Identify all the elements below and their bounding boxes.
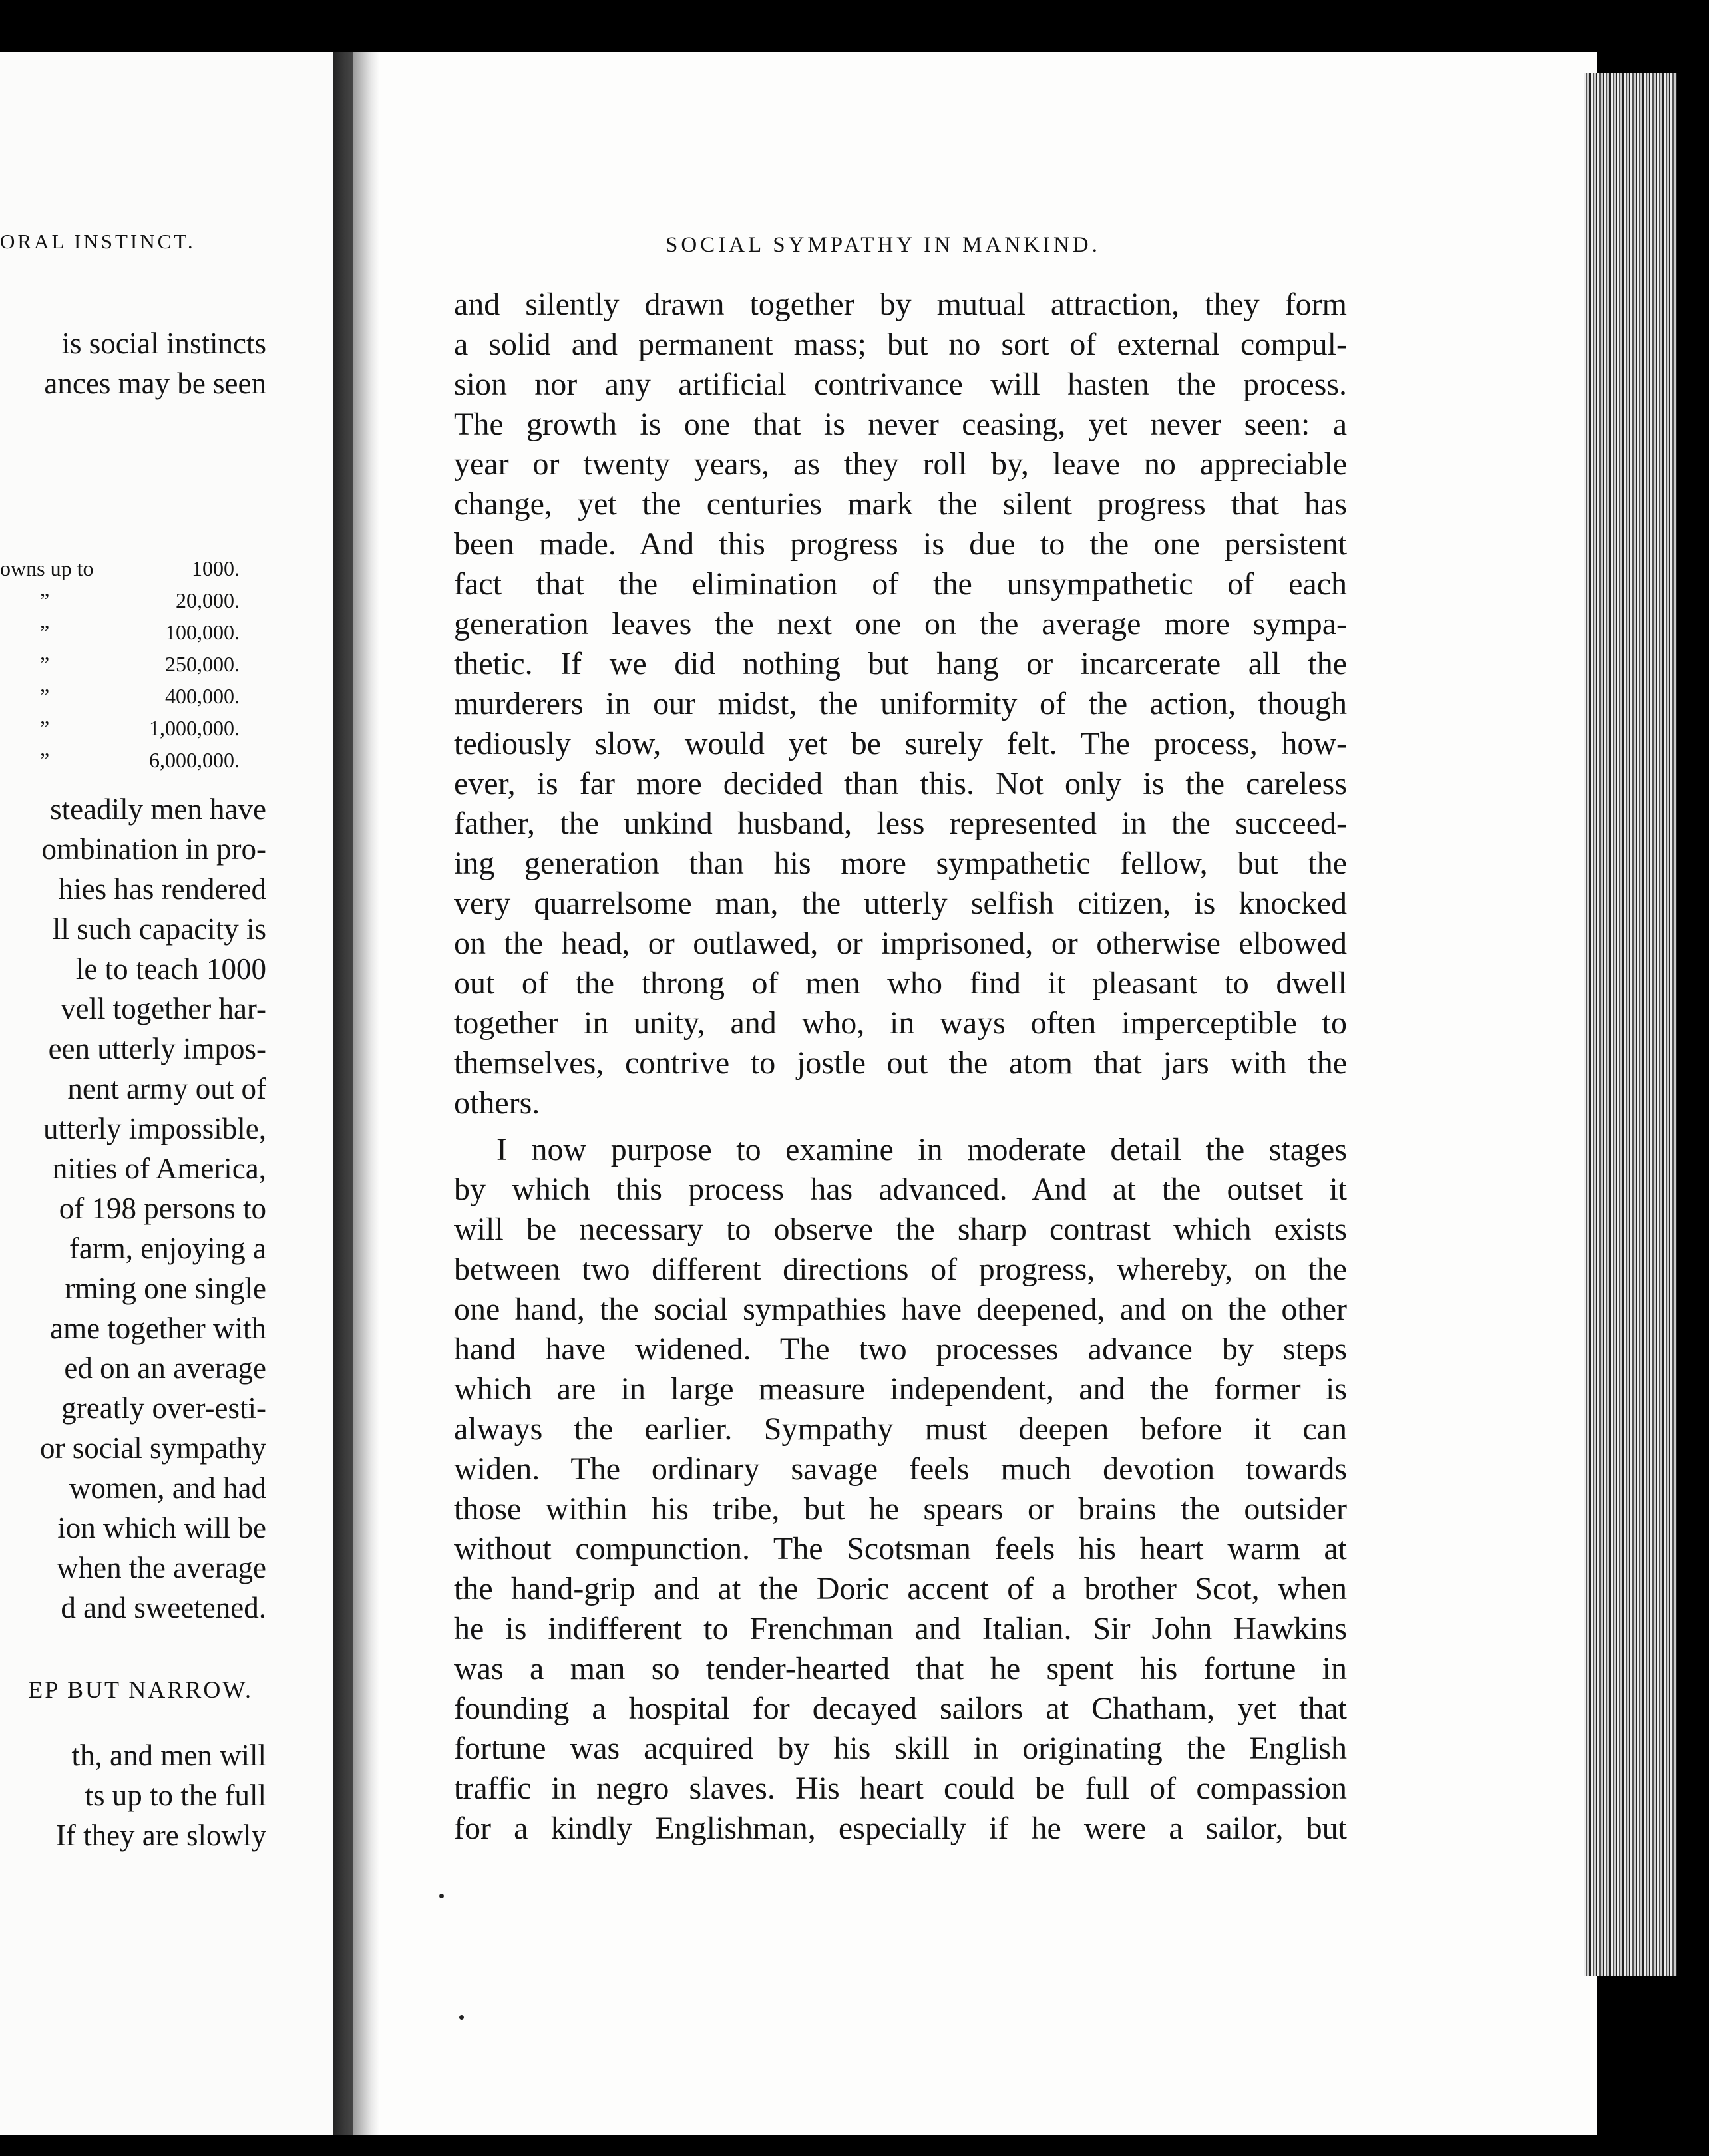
page-header bbox=[665, 228, 1644, 268]
left-text-line: or social sympathy bbox=[40, 1431, 266, 1465]
text-line: fact that the elimination of the unsympathetic of each bbox=[454, 566, 1347, 602]
text-line: widen. The ordinary savage feels much devotion towards bbox=[454, 1451, 1347, 1487]
left-text-line: ll such capacity is bbox=[52, 912, 266, 946]
table-label: ” bbox=[40, 652, 50, 676]
text-line: hand have widened. The two processes advance by steps bbox=[454, 1332, 1347, 1367]
left-text-line: farm, enjoying a bbox=[69, 1232, 266, 1265]
left-text-line: ame together with bbox=[50, 1312, 266, 1345]
text-line: was a man so tender-hearted that he spent his fortune in bbox=[454, 1651, 1347, 1686]
left-text-line: hies has rendered bbox=[58, 872, 266, 906]
left-text-line: ombination in pro- bbox=[41, 832, 266, 866]
left-page bbox=[0, 52, 333, 2135]
left-text-line: of 198 persons to bbox=[59, 1192, 266, 1225]
left-text-line: ion which will be bbox=[57, 1511, 266, 1544]
text-line: which are in large measure independent, and the former is bbox=[454, 1371, 1347, 1407]
text-line: will be necessary to observe the sharp contrast which exists bbox=[454, 1212, 1347, 1247]
left-text-line: steadily men have bbox=[50, 793, 266, 826]
left-text-line: women, and had bbox=[69, 1471, 266, 1505]
text-line: together in unity, and who, in ways often imperceptible to bbox=[454, 1005, 1347, 1041]
left-text-line: nent army out of bbox=[67, 1072, 266, 1105]
right-page bbox=[353, 52, 1597, 2135]
text-line: he is indifferent to Frenchman and Italian. Sir John Hawkins bbox=[454, 1611, 1347, 1646]
text-line: themselves, contrive to jostle out the atom that jars with the bbox=[454, 1045, 1347, 1081]
speck-mark bbox=[459, 2015, 464, 2020]
table-value: 1,000,000. bbox=[149, 716, 240, 740]
table-value: 20,000. bbox=[176, 588, 240, 612]
left-text-line: If they are slowly bbox=[55, 1819, 266, 1852]
table-row bbox=[0, 684, 246, 716]
table-value: 1000. bbox=[192, 556, 240, 580]
left-running-head: ORAL INSTINCT. bbox=[0, 230, 196, 253]
text-line: tediously slow, would yet be surely felt. The process, how- bbox=[454, 726, 1347, 761]
text-line: others. bbox=[454, 1085, 540, 1121]
table-label: ” bbox=[40, 748, 50, 772]
text-line: the hand-grip and at the Doric accent of a brother Scot, when bbox=[454, 1571, 1347, 1606]
table-label: ” bbox=[40, 620, 50, 644]
left-text-line: ed on an average bbox=[64, 1351, 266, 1385]
table-row bbox=[0, 620, 246, 652]
text-line: for a kindly Englishman, especially if he were a sailor, but bbox=[454, 1811, 1347, 1846]
table-row bbox=[0, 556, 246, 588]
left-text-line: th, and men will bbox=[71, 1739, 266, 1772]
left-text-line: een utterly impos- bbox=[48, 1032, 266, 1065]
running-head: SOCIAL SYMPATHY IN MANKIND. bbox=[665, 233, 1101, 257]
text-line: between two different directions of progress, whereby, on the bbox=[454, 1252, 1347, 1287]
text-line: murderers in our midst, the uniformity of the action, though bbox=[454, 686, 1347, 721]
text-line: those within his tribe, but he spears or brains the outsider bbox=[454, 1491, 1347, 1527]
text-line: very quarrelsome man, the utterly selfish citizen, is knocked bbox=[454, 886, 1347, 921]
text-line: one hand, the social sympathies have deepened, and on the other bbox=[454, 1292, 1347, 1327]
left-text-line: ances may be seen bbox=[44, 367, 266, 400]
text-line: founding a hospital for decayed sailors at Chatham, yet that bbox=[454, 1691, 1347, 1726]
text-line: traffic in negro slaves. His heart could be full of compassion bbox=[454, 1771, 1347, 1806]
text-line: been made. And this progress is due to the one persistent bbox=[454, 526, 1347, 562]
table-label: ” bbox=[40, 716, 50, 740]
text-line: without compunction. The Scotsman feels his heart warm at bbox=[454, 1531, 1347, 1566]
left-text-line: rming one single bbox=[65, 1272, 266, 1305]
left-text-line: is social instincts bbox=[61, 327, 266, 360]
table-label: ” bbox=[40, 588, 50, 612]
text-line: fortune was acquired by his skill in originating the English bbox=[454, 1731, 1347, 1766]
table-row bbox=[0, 588, 246, 620]
text-line: out of the throng of men who find it pleasant to dwell bbox=[454, 966, 1347, 1001]
left-text-line: greatly over-esti- bbox=[61, 1391, 266, 1425]
text-line: on the head, or outlawed, or imprisoned, or otherwise elbowed bbox=[454, 926, 1347, 961]
left-text-line: utterly impossible, bbox=[43, 1112, 266, 1145]
left-text-line: le to teach 1000 bbox=[75, 952, 266, 986]
left-text-line: d and sweetened. bbox=[61, 1591, 266, 1624]
text-line: I now purpose to examine in moderate detail the stages bbox=[496, 1132, 1347, 1167]
text-line: sion nor any artificial contrivance will hasten the process. bbox=[454, 367, 1347, 402]
text-line: change, yet the centuries mark the silent progress that has bbox=[454, 486, 1347, 522]
text-line: year or twenty years, as they roll by, leave no appreciable bbox=[454, 447, 1347, 482]
text-line: a solid and permanent mass; but no sort of external compul- bbox=[454, 327, 1347, 362]
page-curl-shadow bbox=[353, 52, 379, 2135]
table-value: 250,000. bbox=[165, 652, 240, 676]
text-line: generation leaves the next one on the average more sympa- bbox=[454, 606, 1347, 641]
text-line: and silently drawn together by mutual attraction, they form bbox=[454, 287, 1347, 322]
left-text-line: ts up to the full bbox=[85, 1779, 266, 1812]
text-line: thetic. If we did nothing but hang or incarcerate all the bbox=[454, 646, 1347, 681]
text-line: The growth is one that is never ceasing, yet never seen: a bbox=[454, 407, 1347, 442]
left-text-line: when the average bbox=[57, 1551, 266, 1584]
table-label: owns up to bbox=[0, 556, 94, 580]
table-label: ” bbox=[40, 684, 50, 708]
table-row bbox=[0, 716, 246, 748]
left-text-line: vell together har- bbox=[61, 992, 266, 1025]
table-value: 100,000. bbox=[165, 620, 240, 644]
text-line: father, the unkind husband, less represented in the succeed- bbox=[454, 806, 1347, 841]
table-value: 400,000. bbox=[165, 684, 240, 708]
book-page-edges bbox=[1584, 73, 1677, 1976]
text-line: ever, is far more decided than this. Not only is the careless bbox=[454, 766, 1347, 801]
table-row bbox=[0, 652, 246, 684]
text-line: by which this process has advanced. And at the outset it bbox=[454, 1172, 1347, 1207]
table-value: 6,000,000. bbox=[149, 748, 240, 772]
text-line: always the earlier. Sympathy must deepen before it can bbox=[454, 1411, 1347, 1447]
text-line: ing generation than his more sympathetic fellow, but the bbox=[454, 846, 1347, 881]
left-section-heading: EP BUT NARROW. bbox=[28, 1676, 253, 1703]
speck-mark bbox=[439, 1894, 444, 1898]
table-row bbox=[0, 748, 246, 780]
left-text-line: nities of America, bbox=[52, 1152, 266, 1185]
